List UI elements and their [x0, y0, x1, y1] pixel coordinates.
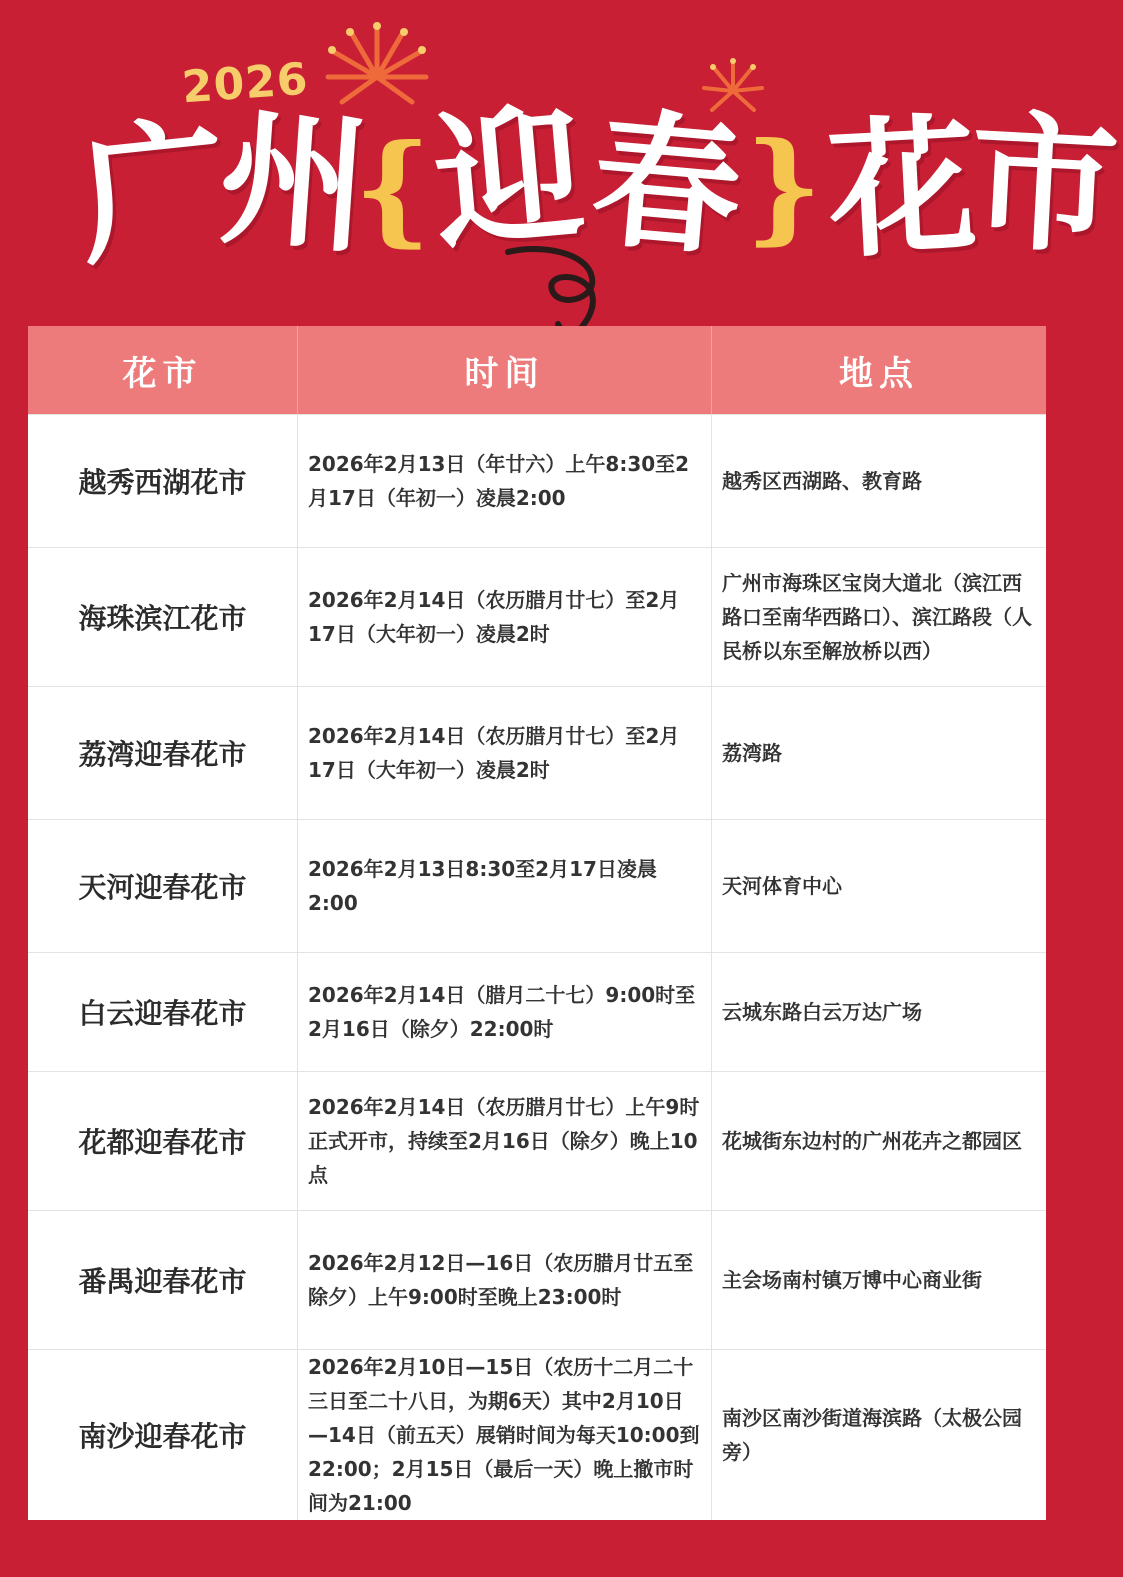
market-location: 主会场南村镇万博中心商业街 — [711, 1211, 1046, 1349]
left-brace-icon: { — [354, 118, 432, 259]
title-char: 春 — [585, 92, 749, 278]
market-time: 2026年2月14日（腊月二十七）9:00时至2月16日（除夕）22:00时 — [297, 953, 711, 1071]
table-header — [28, 326, 1046, 414]
table-row — [28, 1071, 1046, 1210]
poster-header — [0, 0, 1123, 330]
table-row — [28, 1210, 1046, 1349]
market-location: 越秀区西湖路、教育路 — [711, 415, 1046, 547]
market-location: 荔湾路 — [711, 687, 1046, 819]
market-name: 白云迎春花市 — [78, 997, 247, 1030]
table-row — [28, 686, 1046, 819]
column-header-market: 花市 — [122, 353, 203, 394]
market-time: 2026年2月13日8:30至2月17日凌晨2:00 — [297, 820, 711, 952]
market-location: 天河体育中心 — [711, 820, 1046, 952]
table-row — [28, 1349, 1046, 1520]
table-row — [28, 414, 1046, 547]
market-time: 2026年2月10日—15日（农历十二月二十三日至二十八日，为期6天）其中2月10日—14日（前五天）展销时间为每天10:00到22:00；2月15日（最后一天）晚上撤市时间为21:00 — [297, 1350, 711, 1520]
market-name: 番禺迎春花市 — [78, 1265, 247, 1298]
flower-market-table — [28, 326, 1046, 1520]
market-time: 2026年2月14日（农历腊月廿七）至2月17日（大年初一）凌晨2时 — [297, 687, 711, 819]
market-location: 南沙区南沙街道海滨路（太极公园旁） — [711, 1350, 1046, 1520]
table-row — [28, 819, 1046, 952]
column-header-location: 地点 — [711, 326, 1046, 414]
title-char: 州 — [214, 92, 374, 274]
market-name: 花都迎春花市 — [78, 1126, 247, 1159]
title-char: 花 — [824, 99, 982, 279]
market-name: 越秀西湖花市 — [78, 466, 247, 499]
title-char: 广 — [70, 99, 236, 287]
market-name: 南沙迎春花市 — [78, 1420, 247, 1453]
market-time: 2026年2月13日（年廿六）上午8:30至2月17日（年初一）凌晨2:00 — [297, 415, 711, 547]
market-time: 2026年2月12日—16日（农历腊月廿五至除夕）上午9:00时至晚上23:00时 — [297, 1211, 711, 1349]
title-char: 市 — [965, 95, 1123, 275]
market-time: 2026年2月14日（农历腊月廿七）至2月17日（大年初一）凌晨2时 — [297, 548, 711, 686]
table-row — [28, 952, 1046, 1071]
market-location: 广州市海珠区宝岗大道北（滨江西路口至南华西路口）、滨江路段（人民桥以东至解放桥以西） — [711, 548, 1046, 686]
year-label: 2026 — [180, 53, 311, 114]
market-name: 海珠滨江花市 — [78, 602, 247, 635]
table-row — [28, 547, 1046, 686]
column-header-time: 时间 — [297, 326, 711, 414]
market-time: 2026年2月14日（农历腊月廿七）上午9时正式开市，持续至2月16日（除夕）晚上10点 — [297, 1072, 711, 1210]
market-name: 荔湾迎春花市 — [78, 738, 247, 771]
market-location: 花城街东边村的广州花卉之都园区 — [711, 1072, 1046, 1210]
market-location: 云城东路白云万达广场 — [711, 953, 1046, 1071]
title-char: 迎 — [427, 86, 591, 272]
right-brace-icon: } — [745, 116, 823, 257]
market-name: 天河迎春花市 — [78, 871, 247, 904]
